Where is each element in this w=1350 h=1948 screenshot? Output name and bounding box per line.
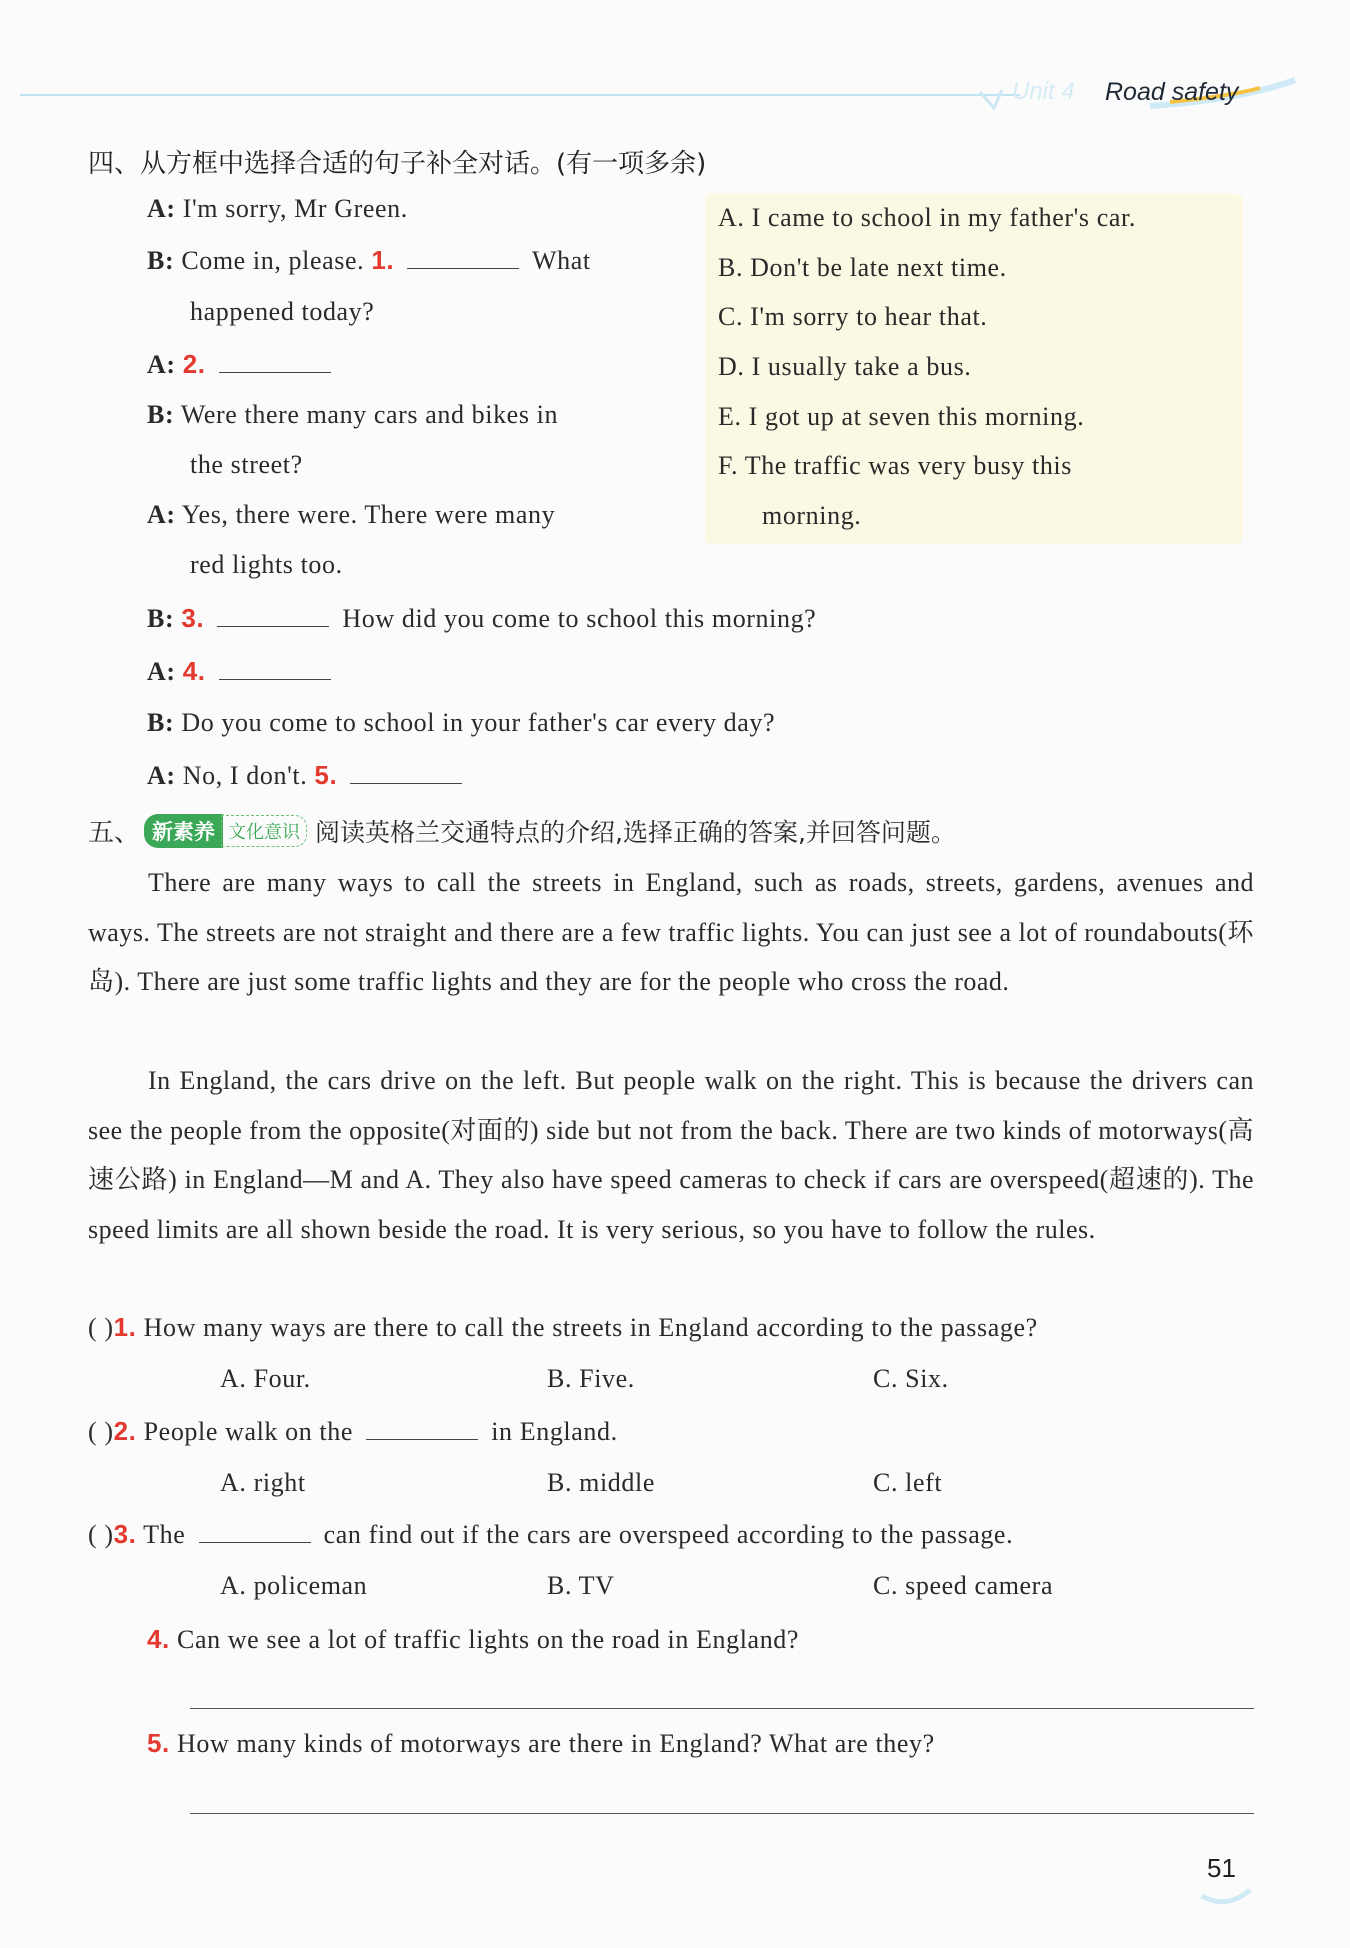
question-number-1: 1. [113,1312,137,1342]
answer-blank-4[interactable] [219,679,331,680]
dialogue-line-2 [147,245,591,276]
q1-option-b: B. Five. [547,1364,635,1393]
question-4 [147,1624,799,1655]
blank-number-5: 5. [314,760,338,790]
speaker-a: A: [147,761,176,790]
question-2 [88,1416,618,1447]
header-unit: Unit 4 [1012,78,1075,105]
q2-option-b: B. middle [547,1468,655,1497]
dialogue-line-6: the street? [190,450,303,479]
question-number-2: 2. [113,1416,137,1446]
passage-paragraph-1: There are many ways to call the streets in England, such as roads, streets, gardens, avenues and ways. The streets are not straight and there are a few traffic lights. You can just see a lot of roundabouts(环岛). There are just some traffic lights and they are for the people who cross the road. [88,868,1254,997]
answer-paren-3[interactable]: ( ) [88,1520,114,1549]
section5-heading [88,812,956,848]
page-number: 51 [1207,1853,1236,1883]
q3-option-c: C. speed camera [873,1571,1054,1600]
header-rule [20,94,1020,96]
dialogue-text: I'm sorry, Mr Green. [182,194,408,223]
question-text: can find out if the cars are overspeed according to the passage. [323,1520,1014,1549]
question-3 [88,1519,1013,1550]
q3-option-b: B. TV [547,1571,615,1600]
speaker-a: A: [147,350,176,379]
q1-option-c: C. Six. [873,1364,949,1393]
question-text: Can we see a lot of traffic lights on the road in England? [177,1625,800,1654]
dialogue-line-10 [147,656,337,687]
dialogue-text: What [531,246,591,275]
question-text: How many ways are there to call the streets in England according to the passage? [143,1313,1038,1342]
dialogue-text: Come in, please. [181,246,365,275]
question-1 [88,1312,1038,1343]
dialogue-text: No, I don't. [182,761,308,790]
option-e: E. I got up at seven this morning. [718,402,1085,431]
question-text: How many kinds of motorways are there in England? What are they? [177,1729,935,1758]
dialogue-line-12 [147,760,468,791]
answer-blank-1[interactable] [407,268,519,269]
dialogue-text: Do you come to school in your father's car every day? [181,708,776,737]
blank-number-3: 3. [181,603,205,633]
header-title: Road safety [1105,78,1239,106]
question-text: in England. [491,1417,618,1446]
q2-option-c: C. left [873,1468,943,1497]
question-5 [147,1728,935,1759]
option-f: F. The traffic was very busy this [718,451,1072,480]
speaker-a: A: [147,500,176,529]
answer-blank-2[interactable] [219,372,331,373]
speaker-b: B: [147,708,175,737]
dialogue-text: How did you come to school this morning? [342,604,817,633]
q2-option-a: A. right [220,1468,306,1497]
q3-option-a: A. policeman [220,1571,368,1600]
option-a: A. I came to school in my father's car. [718,203,1136,232]
section5-heading-text: 阅读英格兰交通特点的介绍,选择正确的答案,并回答问题。 [315,817,956,847]
dialogue-line-3: happened today? [190,297,375,326]
q2-blank[interactable] [366,1439,478,1440]
option-d: D. I usually take a bus. [718,352,972,381]
question-number-4: 4. [147,1624,170,1654]
dialogue-line-1 [147,194,408,224]
option-f-cont: morning. [762,501,862,530]
option-b: B. Don't be late next time. [718,253,1007,282]
dialogue-line-7 [147,500,555,530]
question-text: The [143,1520,186,1549]
page-number-swoosh [1198,1880,1258,1910]
answer-paren-1[interactable]: ( ) [88,1313,114,1342]
blank-number-2: 2. [182,349,206,379]
option-c: C. I'm sorry to hear that. [718,302,988,331]
answer-line-5[interactable] [190,1813,1254,1814]
speaker-b: B: [147,400,175,429]
dialogue-line-8: red lights too. [190,550,343,579]
dialogue-line-9 [147,603,816,634]
badge-culture-tag: 文化意识 [221,815,307,847]
q1-option-a: A. Four. [220,1364,311,1393]
blank-number-1: 1. [371,245,395,275]
badge-new-literacy: 新素养 [144,814,223,848]
answer-line-4[interactable] [190,1708,1254,1709]
answer-paren-2[interactable]: ( ) [88,1417,114,1446]
dialogue-line-11 [147,708,775,738]
dialogue-line-4 [147,349,337,380]
answer-blank-5[interactable] [350,783,462,784]
dialogue-text: Were there many cars and bikes in [180,400,559,429]
section5-prefix: 五、 [88,818,141,848]
question-text: People walk on the [143,1417,353,1446]
question-number-5: 5. [147,1728,170,1758]
speaker-b: B: [147,604,175,633]
speaker-a: A: [147,657,176,686]
blank-number-4: 4. [182,656,206,686]
speaker-a: A: [147,194,176,223]
q3-blank[interactable] [199,1542,311,1543]
speaker-b: B: [147,246,175,275]
dialogue-text: Yes, there were. There were many [181,500,556,529]
answer-blank-3[interactable] [217,626,329,627]
section4-heading: 四、从方框中选择合适的句子补全对话。(有一项多余) [88,149,707,179]
question-number-3: 3. [113,1519,137,1549]
dialogue-line-5 [147,400,558,430]
passage-paragraph-2: In England, the cars drive on the left. But people walk on the right. This is because the drivers can see the people from the opposite(对面的) side but not from the back. There are two kinds of motorways(高速公路) in England—M and A. They also have speed cameras to check if cars are overspeed(超速的). The speed limits are all shown beside the road. It is very serious, so you have to follow the rules. [88,1066,1254,1244]
